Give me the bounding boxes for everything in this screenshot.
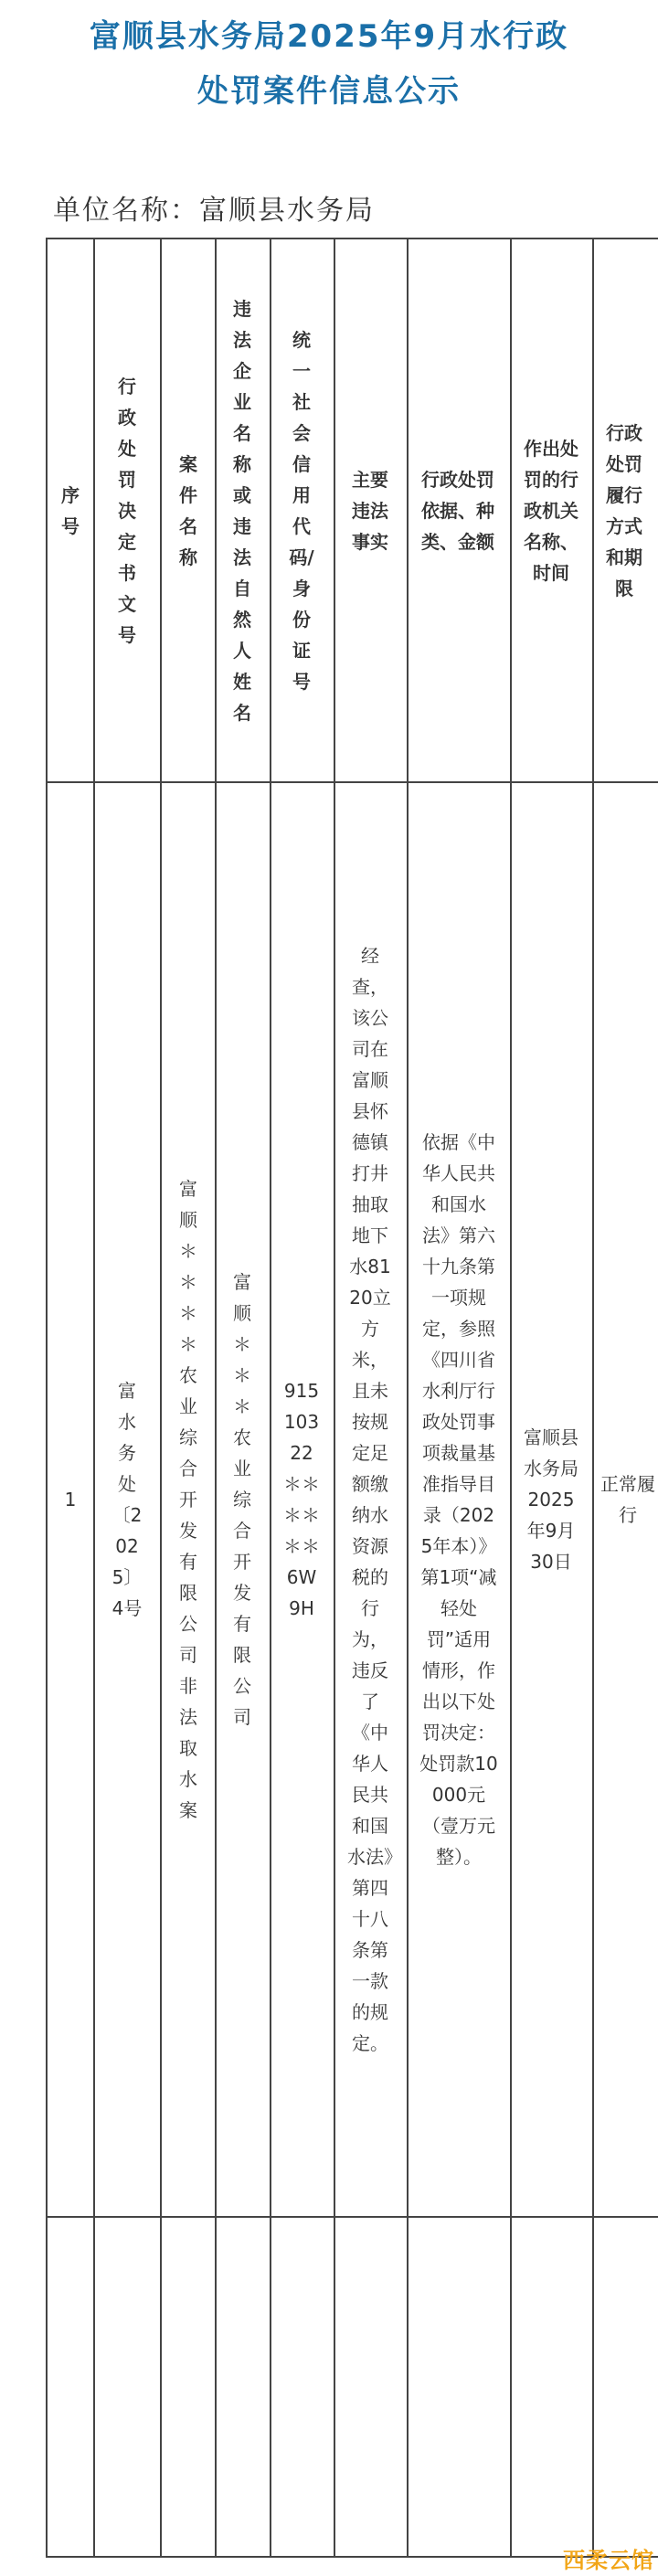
header-authority: 作出处罚的行政机关名称、时间 <box>524 437 578 584</box>
header-party: 违法企业名称或违法自然人姓名 <box>233 297 251 724</box>
row-basis: 依据《中华人民共和国水法》第六十九条第一项规定，参照《四川省水利厅行政处罚事项裁量基准指导目录（2025年本）》第1项“减轻处罚”适用情形，作出以下处罚决定：处罚款10000元（壹万元整）。 <box>419 1131 498 1868</box>
row-doc-no: 富水务处〔2025〕4号 <box>111 1380 143 1619</box>
page-title: 富顺县水务局2025年9月水行政 <box>89 18 569 55</box>
header-seq: 序号 <box>61 483 80 537</box>
row-facts: 经查，该公司在富顺县怀德镇打井抽取地下水8120立方米，且未按规定足额缴纳水资源税的行为，违反了《中华人民共和国水法》第四十八条第一款的规定。 <box>347 945 393 2054</box>
unit-name: 单位名称：富顺县水务局 <box>53 195 375 227</box>
header-manner: 行政处罚履行方式和期限 <box>606 421 642 599</box>
row-credit-code: 915103 22＊＊＊＊＊＊6W9H <box>283 1380 320 1619</box>
row-authority: 富顺县水务局2025年9月30日 <box>524 1426 578 1573</box>
page-subtitle: 处罚案件信息公示 <box>197 73 461 110</box>
header-facts: 主要违法事实 <box>352 468 388 553</box>
header-case-name: 案件名称 <box>179 452 197 568</box>
row-case-name: 富顺＊＊＊＊农业综合开发有限公司非法取水案 <box>179 1178 197 1821</box>
header-credit-code: 统一社会信用代码/身份证号 <box>289 328 314 693</box>
header-basis: 行政处罚依据、种类、金额 <box>421 468 494 553</box>
row-party: 富顺＊＊＊农业综合开发有限公司 <box>233 1271 251 1728</box>
watermark: 西柔云馆 <box>563 2548 654 2573</box>
header-doc-no: 行政处罚决定书文号 <box>118 375 136 646</box>
row-seq: 1 <box>64 1489 77 1511</box>
row-manner: 正常履行 <box>600 1473 655 1526</box>
